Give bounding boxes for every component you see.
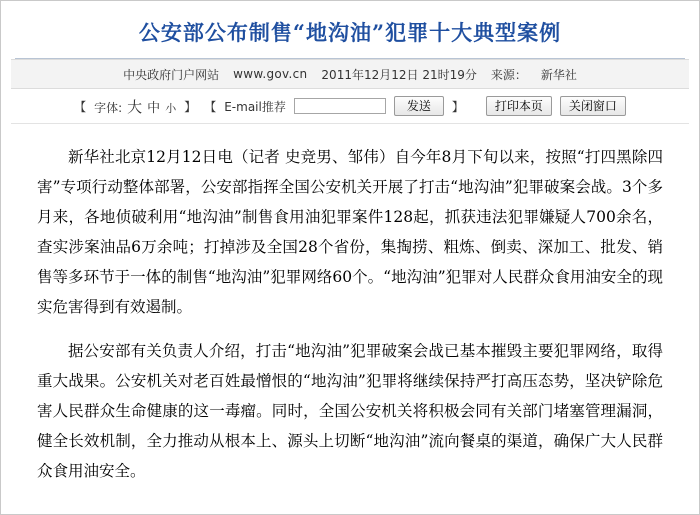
meta-source-label: 来源： xyxy=(490,67,527,82)
email-bracket-open: 【 xyxy=(204,99,217,114)
document-inner xyxy=(11,9,689,506)
fontsize-medium-button[interactable]: 中 xyxy=(147,100,161,116)
fontsize-bracket-close: 】 xyxy=(184,99,197,114)
close-window-button[interactable]: 关闭窗口 xyxy=(560,96,626,116)
email-bracket-close: 】 xyxy=(451,99,464,114)
page-title: 公安部公布制售“地沟油”犯罪十大典型案例 xyxy=(138,20,562,45)
article-meta-bar xyxy=(11,59,689,89)
meta-source-name: 新华社 xyxy=(540,67,577,82)
meta-site-url: www.gov.cn xyxy=(233,67,308,82)
email-input[interactable] xyxy=(294,98,386,114)
fontsize-group xyxy=(94,96,176,117)
print-page-button[interactable]: 打印本页 xyxy=(486,96,552,116)
fontsize-bracket-open: 【 xyxy=(74,99,87,114)
article-paragraph: 新华社北京12月12日电（记者 史竞男、邹伟）自今年8月下旬以来，按照“打四黑除四害”专项行动整体部署，公安部指挥全国公安机关开展了打击“地沟油”犯罪破案会战。3个多月来，各地侦破利用“地沟油”制售食用油犯罪案件128起，抓获违法犯罪嫌疑人700余名，查实涉案油品6万余吨；打掉涉及全国28个省份，集掏捞、粗炼、倒卖、深加工、批发、销售等多环节于一体的制售“地沟油”犯罪网络60个。“地沟油”犯罪对人民群众食用油安全的现实危害得到有效遏制。 xyxy=(37,148,663,317)
send-button[interactable]: 发送 xyxy=(394,96,444,116)
article-paragraph: 据公安部有关负责人介绍，打击“地沟油”犯罪破案会战已基本摧毁主要犯罪网络，取得重大战果。公安机关对老百姓最憎恨的“地沟油”犯罪将继续保持严打高压态势，坚决铲除危害人民群众生命健康的这一毒瘤。同时，全国公安机关将积极会同有关部门堵塞管理漏洞，健全长效机制，全力推动从根本上、源头上切断“地沟油”流向餐桌的渠道，确保广大人民群众食用油安全。 xyxy=(37,342,663,481)
meta-site-name: 中央政府门户网站 xyxy=(123,67,220,82)
email-recommend-label: E-mail推荐 xyxy=(224,99,286,114)
fontsize-large-button[interactable]: 大 xyxy=(127,97,143,116)
article-toolbar xyxy=(11,89,689,124)
fontsize-small-button[interactable]: 小 xyxy=(165,101,177,115)
meta-publish-date: 2011年12月12日 21时19分 xyxy=(321,67,477,82)
article-body xyxy=(11,124,689,486)
fontsize-label: 字体: xyxy=(94,100,123,115)
